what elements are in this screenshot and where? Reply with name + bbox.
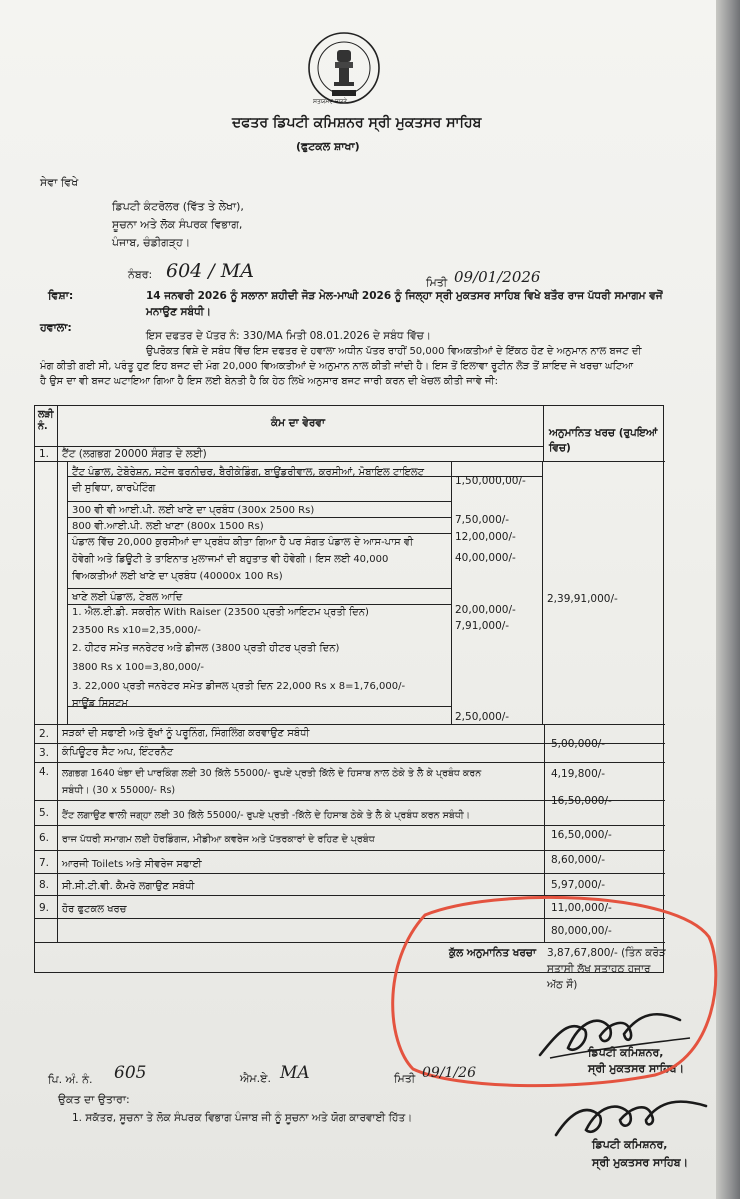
row-work: ਹੋਰ ਫੁਟਕਲ ਖਰਚ	[62, 904, 127, 915]
state-emblem	[306, 30, 382, 106]
row-serial: 8.	[39, 879, 50, 891]
subitem-text: ਖਾਣੇ ਲਈ ਪੰਡਾਲ, ਟੇਬਲ ਆਦਿ	[72, 592, 183, 603]
letter-date-label: ਮਿਤੀ	[426, 276, 448, 289]
budget-table	[34, 405, 666, 991]
signatory-title-2: ਡਿਪਟੀ ਕਮਿਸ਼ਨਰ,	[592, 1138, 668, 1151]
row-work: ਟੈਂਟ (ਲਗਭਗ 20000 ਸੰਗਤ ਦੇ ਲਈ)	[62, 448, 207, 460]
body-text: ਹੈ ਉਸ ਦਾ ਵੀ ਬਜਟ ਘਟਾਇਆ ਗਿਆ ਹੈ ਇਸ ਲਈ ਬੇਨਤੀ ਹੈ ਕਿ ਹੇਠ ਲਿਖੇ ਅਨੁਸਾਰ ਬਜਟ ਜਾਰੀ ਕਰਨ ਦੀ ਖੇਚਲ ਕੀਤੀ ਜਾਵੇ ਜੀ:	[40, 376, 498, 387]
work-header: ਕੰਮ ਦਾ ਵੇਰਵਾ	[271, 417, 325, 429]
subject-label: ਵਿਸ਼ਾ:	[48, 289, 74, 302]
row-work: ਲਗਭਗ 1640 ਖੰਭਾ ਦੀ ਪਾਰਕਿੰਗ ਲਈ 30 ਕਿੱਲੇ 55000/- ਰੁਪਏ ਪ੍ਰਤੀ ਕਿੱਲੇ ਦੇ ਹਿਸਾਬ ਨਾਲ ਠੇਕੇ ਤੇ ਲੈ ਕੇ ਪ੍ਰਬੰਧ ਕਰਨ	[62, 768, 482, 779]
cost-header: ਅਨੁਮਾਨਿਤ ਖਰਚ (ਰੁਪਇਆਂ ਵਿਚ)	[549, 427, 658, 454]
row-serial: 1.	[39, 448, 50, 460]
grand-total-value: 3,87,67,800/- (ਤਿੰਨ ਕਰੋੜ	[547, 947, 666, 959]
subitem-text: ਹੋਵੇਗੀ ਅਤੇ ਡਿਊਟੀ ਤੇ ਤਾਇਨਾਤ ਮੁਲਾਜਮਾਂ ਦੀ ਬਹੁਤਾਤ ਵੀ ਹੋਵੇਗੀ। ਇਸ ਲਈ 40,000	[72, 554, 389, 565]
row-serial: 3.	[39, 747, 50, 759]
row-work: ਸੀ.ਸੀ.ਟੀ.ਵੀ. ਕੈਮਰੇ ਲਗਾਉਣ ਸਬੰਧੀ	[62, 881, 195, 892]
row-serial: 9.	[39, 902, 50, 914]
signatory-place-2: ਸ੍ਰੀ ਮੁਕਤਸਰ ਸਾਹਿਬ।	[592, 1156, 689, 1169]
copy-item: 1. ਸਕੱਤਰ, ਸੂਚਨਾ ਤੇ ਲੋਕ ਸੰਪਰਕ ਵਿਭਾਗ ਪੰਜਾਬ ਜੀ ਨੂੰ ਸੂਚਨਾ ਅਤੇ ਯੋਗ ਕਾਰਵਾਈ ਹਿੱਤ।	[72, 1112, 413, 1124]
subject-text: ਮਨਾਉਣ ਸਬੰਧੀ।	[146, 306, 211, 318]
row-serial: 6.	[39, 832, 50, 844]
endorsement-number-label: ਪਿ. ਅੰ. ਨੰ.	[48, 1073, 93, 1086]
endorsement-branch: MA	[280, 1063, 310, 1083]
row-cost: 4,19,800/-	[551, 768, 606, 780]
subitem-amount: 7,50,000/-	[455, 514, 510, 526]
subitem-amount: 40,00,000/-	[455, 552, 516, 564]
row-cost: 8,60,000/-	[551, 854, 606, 866]
body-text: ਉਪਰੋਕਤ ਵਿਸ਼ੇ ਦੇ ਸਬੰਧ ਵਿੱਚ ਇਸ ਦਫਤਰ ਦੇ ਹਵਾਲਾ ਅਧੀਨ ਪੱਤਰ ਰਾਹੀਂ 50,000 ਵਿਅਕਤੀਆਂ ਦੇ ਇੱਕਠ ਹੋਣ ਦੇ ਅਨੁਮਾਨ ਨਾਲ ਬਜਟ ਦੀ	[146, 346, 642, 357]
reference-label: ਹਵਾਲਾ:	[40, 321, 72, 334]
row-cost: 16,50,000/-	[551, 829, 612, 841]
row-serial: 5.	[39, 807, 50, 819]
row-serial: 2.	[39, 728, 50, 740]
subitem-text: 3. 22,000 ਪ੍ਰਤੀ ਜਨਰੇਟਰ ਸਮੇਤ ਡੀਜਲ ਪ੍ਰਤੀ ਦਿਨ 22,000 Rs x 8=1,76,000/-	[72, 681, 406, 692]
row-work: ਕੰਪਿਊਟਰ ਸੈਟ ਅਪ, ਇੰਟਰਨੈਟ	[62, 747, 174, 758]
signatory-title: ਡਿਪਟੀ ਕਮਿਸ਼ਨਰ,	[588, 1046, 664, 1059]
row-cost: 5,97,000/-	[551, 879, 606, 891]
letter-date: 09/01/2026	[454, 268, 541, 286]
body-text: ਮੰਗ ਕੀਤੀ ਗਈ ਸੀ, ਪਰੰਤੂ ਹੁਣ ਇਹ ਬਜਟ ਦੀ ਮੰਗ 20,000 ਵਿਅਕਤੀਆਂ ਦੇ ਅਨੁਮਾਨ ਨਾਲ ਕੀਤੀ ਜਾਂਦੀ ਹੈ। ਇਸ ਤੋਂ ਇਲਾਵਾ ਰੂਟੀਨ ਲੋੜ ਤੋਂ ਸ਼ਾਇਦ ਜੇ ਖਰਚਾ ਘਟਿਆ	[40, 361, 634, 372]
subitem-text: 3800 Rs x 100=3,80,000/-	[72, 662, 205, 673]
subitem-amount: 2,50,000/-	[455, 711, 510, 723]
grand-total-label: ਕੁੱਲ ਅਨੁਮਾਨਿਤ ਖਰਚਾ	[449, 947, 536, 959]
item-total: 2,39,91,000/-	[547, 593, 618, 605]
row-work: ਰਾਜ ਪੱਧਰੀ ਸਮਾਗਮ ਲਈ ਹੋਰਡਿੰਗਜ, ਮੀਡੀਆ ਕਵਰੇਜ ਅਤੇ ਪੱਤਰਕਾਰਾਂ ਦੇ ਰਹਿਣ ਦੇ ਪ੍ਰਬੰਧ	[62, 834, 375, 845]
address-line: ਡਿਪਟੀ ਕੰਟਰੋਲਰ (ਵਿੱਤ ਤੇ ਲੇਖਾ),	[112, 200, 244, 213]
subitem-amount: 1,50,000,00/-	[455, 475, 526, 487]
subitem-amount: 12,00,000/-	[455, 531, 516, 543]
row-serial: 7.	[39, 857, 50, 869]
subitem-text: 23500 Rs x10=2,35,000/-	[72, 625, 201, 636]
salutation: ਸੇਵਾ ਵਿਖੇ	[40, 176, 79, 189]
address-line: ਸੂਚਨਾ ਅਤੇ ਲੋਕ ਸੰਪਰਕ ਵਿਭਾਗ,	[112, 218, 243, 231]
subitem-text: 300 ਵੀ ਵੀ ਆਈ.ਪੀ. ਲਈ ਖਾਣੇ ਦਾ ਪ੍ਰਬੰਧ (300x 2500 Rs)	[72, 505, 315, 516]
row-work: ਸੜਕਾਂ ਦੀ ਸਫਾਈ ਅਤੇ ਰੁੱਖਾਂ ਨੂੰ ਪਰੂਨਿੰਗ, ਸਿੰਗਲਿੰਗ ਕਰਵਾਉਣ ਸਬੰਧੀ	[62, 728, 310, 739]
emblem-caption: ਸਤਯਮੇਵ ਜਯਤੇ	[313, 98, 348, 105]
row-cost: 11,00,000/-	[551, 902, 612, 914]
signatory-place: ਸ੍ਰੀ ਮੁਕਤਸਰ ਸਾਹਿਬ।	[588, 1062, 685, 1075]
subitem-text: ਵਿਅਕਤੀਆਂ ਲਈ ਖਾਣੇ ਦਾ ਪ੍ਰਬੰਧ (40000x 100 Rs)	[72, 571, 283, 582]
endorsement-number: 605	[114, 1063, 147, 1083]
subitem-amount: 7,91,000/-	[455, 620, 510, 632]
subitem-text: ਦੀ ਸੁਵਿਧਾ, ਕਾਰਪੇਟਿੰਗ	[72, 483, 156, 494]
copy-label: ਉਕਤ ਦਾ ਉਤਾਰਾ:	[58, 1093, 130, 1106]
row-work: ਆਰਜੀ Toilets ਅਤੇ ਸੀਵਰੇਜ ਸਫਾਈ	[62, 859, 202, 870]
subitem-amount: 20,00,000/-	[455, 604, 516, 616]
row-cost: 16,50,000/-	[551, 795, 612, 807]
subitem-text: 2. ਹੀਟਰ ਸਮੇਤ ਜਨਰੇਟਰ ਅਤੇ ਡੀਜਲ (3800 ਪ੍ਰਤੀ ਹੀਟਰ ਪ੍ਰਤੀ ਦਿਨ)	[72, 643, 340, 654]
serial-header: ਲੜੀ ਨੰ.	[38, 409, 54, 432]
endorsement-date: 09/1/26	[422, 1065, 476, 1081]
row-cost: 80,000,00/-	[551, 925, 612, 937]
endorsement-date-label: ਮਿਤੀ	[394, 1072, 416, 1085]
branch-name: (ਫੁਟਕਲ ਸ਼ਾਖਾ)	[296, 140, 360, 153]
red-highlight-circle	[385, 893, 720, 1088]
office-title: ਦਫਤਰ ਡਿਪਟੀ ਕਮਿਸ਼ਨਰ ਸ੍ਰੀ ਮੁਕਤਸਰ ਸਾਹਿਬ	[232, 115, 482, 131]
subitem-text: 1. ਐਲ.ਈ.ਡੀ. ਸਕਰੀਨ With Raiser (23500 ਪ੍ਰਤੀ ਆਇਟਮ ਪ੍ਰਤੀ ਦਿਨ)	[72, 607, 369, 618]
address-line: ਪੰਜਾਬ, ਚੰਡੀਗੜ੍ਹ।	[112, 236, 191, 249]
row-work: ਟੈਂਟ ਲਗਾਉਣ ਵਾਲੀ ਜਗ੍ਹਾ ਲਈ 30 ਕਿੱਲੇ 55000/- ਰੁਪਏ ਪ੍ਰਤੀ -ਕਿੱਲੇ ਦੇ ਹਿਸਾਬ ਠੇਕੇ ਤੇ ਲੈ ਕੇ ਪ੍ਰਬੰਧ ਕਰਨ ਸਬੰਧੀ।	[62, 810, 471, 821]
row-work: ਸਬੰਧੀ। (30 x 55000/- Rs)	[62, 785, 176, 796]
reference-text: ਇਸ ਦਫਤਰ ਦੇ ਪੱਤਰ ਨੰ: 330/MA ਮਿਤੀ 08.01.2026 ਦੇ ਸਬੰਧ ਵਿੱਚ।	[146, 330, 431, 342]
row-cost: 5,00,000/-	[551, 738, 606, 750]
endorsement-branch-label: ਐਮ.ਏ.	[240, 1072, 271, 1085]
letter-number: 604 / MA	[166, 260, 254, 282]
grand-total-value: ਅੱਠ ਸੌ)	[547, 979, 578, 991]
subject-text: 14 ਜਨਵਰੀ 2026 ਨੂੰ ਸਲਾਨਾ ਸ਼ਹੀਦੀ ਜੋੜ ਮੇਲ-ਮਾਘੀ 2026 ਨੂੰ ਜਿਲ੍ਹਾ ਸ੍ਰੀ ਮੁਕਤਸਰ ਸਾਹਿਬ ਵਿਖੇ ਬਤੌਰ ਰਾਜ ਪੱਧਰੀ ਸਮਾਗਮ ਵਜੋਂ	[146, 290, 663, 302]
subitem-text: ਟੈਂਟ ਪੰਡਾਲ, ਟੇਬੋਰੇਸ਼ਨ, ਸਟੇਜ ਫਰਨੀਚਰ, ਬੈਰੀਕੇਡਿੰਗ, ਬਾਊਂਡਰੀਵਾਲ, ਕੁਰਸੀਆਂ, ਮੋਬਾਇਲ ਟਾਇਲਟ	[72, 467, 425, 478]
subitem-text: 800 ਵੀ.ਆਈ.ਪੀ. ਲਈ ਖਾਣਾ (800x 1500 Rs)	[72, 521, 264, 532]
letter-number-label: ਨੰਬਰ:	[128, 268, 153, 281]
subitem-text: ਸਾਊਂਡ ਸਿਸਟਮ	[72, 698, 128, 709]
row-serial: 4.	[39, 766, 50, 778]
subitem-text: ਪੰਡਾਲ ਵਿੱਚ 20,000 ਕੁਰਸੀਆਂ ਦਾ ਪ੍ਰਬੰਧ ਕੀਤਾ ਗਿਆ ਹੈ ਪਰ ਸੰਗਤ ਪੰਡਾਲ ਦੇ ਆਸ-ਪਾਸ ਵੀ	[72, 537, 414, 548]
grand-total-value: ਸਤਾਸੀ ਲੱਖ ਸਤਾਹਠ ਹਜਾਰ	[547, 963, 651, 975]
